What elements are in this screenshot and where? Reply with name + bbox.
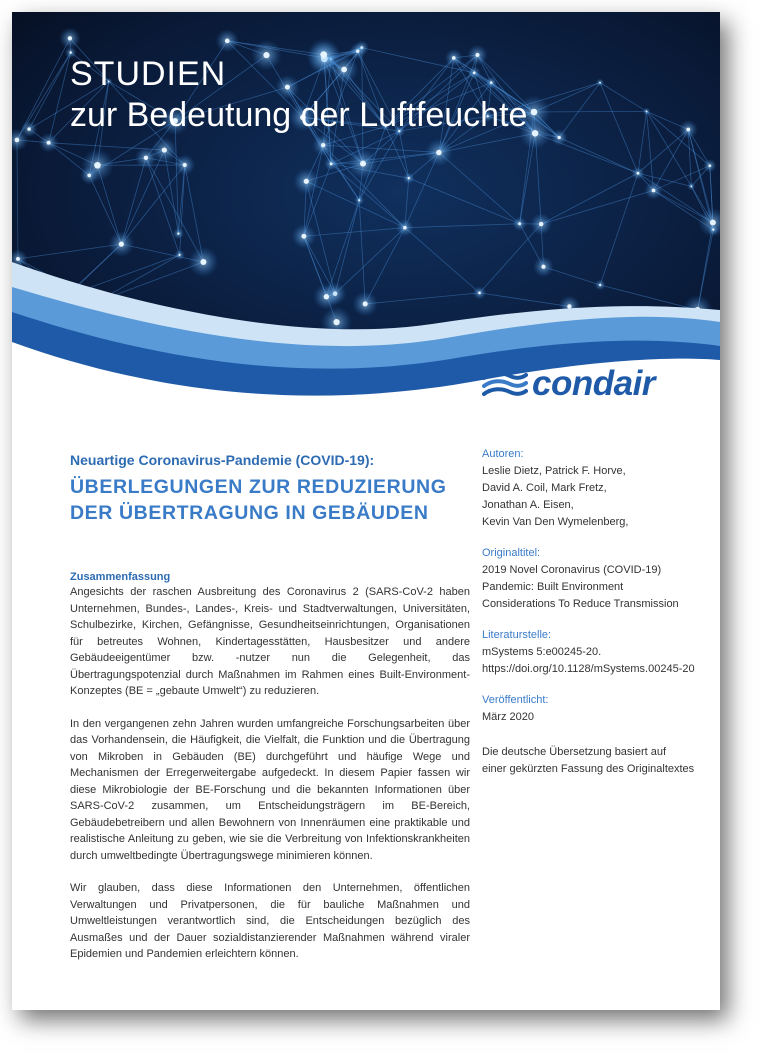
network-node: [691, 186, 693, 188]
network-node: [531, 109, 538, 116]
network-node: [321, 143, 325, 147]
network-node: [686, 128, 690, 132]
author-line: Leslie Dietz, Patrick F. Horve,: [482, 465, 626, 477]
brand-name: condair: [532, 364, 655, 403]
network-node: [15, 138, 20, 143]
headline-line-1: ÜBERLEGUNGEN ZUR REDUZIERUNG: [70, 476, 447, 498]
document-page: [12, 12, 720, 1010]
original-title-line: Considerations To Reduce Transmission: [482, 598, 679, 610]
author-line: Jonathan A. Eisen,: [482, 499, 574, 511]
network-node: [27, 127, 30, 130]
network-node: [162, 147, 167, 152]
network-node: [478, 292, 481, 295]
network-node: [567, 304, 571, 308]
network-node: [532, 130, 538, 136]
wave-logo-icon: [482, 368, 528, 400]
network-node: [47, 141, 51, 145]
network-node: [225, 39, 230, 44]
author-line: Kevin Van Den Wymelenberg,: [482, 516, 629, 528]
network-node: [541, 265, 545, 269]
summary-paragraph-2: In den vergangenen zehn Jahren wurden umfangreiche Forschungsarbeiten über das Vorhandensein, die Häufigkeit, die Vielfalt, die Funktion und die Übertragung von Mikroben in Gebäuden (BE) durchgeführt und häufige Wege und Mechanismen der Erregerweitergabe aufgedeckt. In diesem Papier fassen wir diese Mikrobiologie der BE-Forschung und die bekannten Informationen über SARS-CoV-2 zusammen, um Entscheidungsträgern im BE-Bereich, Gebäudebetreibern und allen Bewohnern von Innenräumen eine praktikable und realistische Anleitung zu geben, wie sie die Verbreitung von Infektionskrankheiten durch umweltbedingte Übertragungswege minimieren können.: [70, 717, 470, 862]
network-node: [436, 150, 442, 156]
network-node: [16, 257, 20, 261]
main-column: [70, 452, 470, 963]
network-node: [356, 50, 359, 53]
network-node: [518, 222, 521, 225]
hero-banner: [12, 12, 720, 412]
title-block: [70, 54, 527, 136]
network-node: [200, 259, 206, 265]
network-node: [301, 234, 306, 239]
network-node: [358, 199, 360, 201]
authors-label: Autoren:: [482, 448, 524, 460]
network-node: [68, 36, 72, 40]
network-node: [712, 229, 714, 231]
network-node: [403, 226, 407, 230]
note-line: Die deutsche Übersetzung basiert auf: [482, 746, 667, 758]
summary-paragraph-3: Wir glauben, dass diese Informationen den Unternehmen, öffentlichen Verwaltungen und Privatpersonen, die für bauliche Maßnahmen und Umweltleistungen verantwortlich sind, die Entscheidungen bezüglich des Ausmaßes und der Dauer sozialdistanzierender Maßnahmen während viraler Epidemien und Pandemien erleichtern können.: [70, 882, 470, 960]
network-node: [637, 172, 640, 175]
reference-line: mSystems 5:e00245-20.: [482, 646, 602, 658]
authors-block: [482, 446, 712, 531]
reference-block: [482, 627, 712, 678]
note-line: einer gekürzten Fassung des Originaltextes: [482, 763, 695, 775]
network-node: [330, 162, 333, 165]
condair-logo: [482, 364, 655, 404]
published-label: Veröffentlicht:: [482, 694, 549, 706]
meta-sidebar: [482, 446, 712, 792]
reference-doi-link[interactable]: https://doi.org/10.1128/mSystems.00245-20: [482, 663, 695, 675]
summary-paragraph-1: Angesichts der raschen Ausbreitung des Coronavirus 2 (SARS-CoV-2 haben Unternehmen, Bundes-, Landes-, Kreis- und Stadtverwaltungen, Universitäten, Schulbezirke, Kirchen, Gefängnisse, Gesundheitseinrichtungen, Organisationen für betreutes Wohnen, Kindertagesstätten, Hausbesitzer und andere Gebäudeeigentümer bzw. -nutzer nun die Gelegenheit, das Übertragungspotenzial durch Maßnahmen im Rahmen eines Built-Environment-Konzeptes (BE = „gebaute Umwelt“) zu reduzieren.: [70, 586, 470, 697]
network-node: [94, 162, 101, 169]
summary-title: Zusammenfassung: [70, 571, 171, 583]
original-title-block: [482, 545, 712, 613]
network-node: [408, 177, 410, 179]
published-block: [482, 692, 712, 726]
network-node: [333, 319, 339, 325]
article-kicker: Neuartige Coronavirus-Pandemie (COVID-19):: [70, 452, 375, 468]
original-title-line: Pandemic: Built Environment: [482, 581, 624, 593]
reference-label: Literaturstelle:: [482, 629, 552, 641]
network-node: [324, 294, 329, 299]
network-node: [363, 301, 368, 306]
original-title-line: 2019 Novel Coronavirus (COVID-19): [482, 564, 662, 576]
published-date: März 2020: [482, 711, 534, 723]
network-node: [652, 189, 656, 193]
network-node: [646, 111, 648, 113]
network-node: [558, 136, 561, 139]
network-node: [599, 284, 601, 286]
network-node: [144, 156, 148, 160]
network-node: [360, 161, 366, 167]
headline-line-2: DER ÜBERTRAGUNG IN GEBÄUDEN: [70, 502, 429, 524]
network-node: [119, 242, 124, 247]
title-studien: STUDIEN: [70, 55, 227, 93]
network-node: [177, 232, 179, 234]
network-node: [179, 254, 181, 256]
title-subtitle: zur Bedeutung der Luftfeuchte: [70, 96, 528, 134]
translation-note: [482, 744, 712, 778]
network-node: [599, 82, 601, 84]
author-line: David A. Coil, Mark Fretz,: [482, 482, 607, 494]
network-node: [708, 164, 711, 167]
network-node: [183, 163, 187, 167]
original-title-label: Originaltitel:: [482, 547, 541, 559]
network-node: [87, 174, 91, 178]
network-node: [304, 179, 309, 184]
network-node: [539, 222, 543, 226]
article-headline: [70, 474, 470, 526]
